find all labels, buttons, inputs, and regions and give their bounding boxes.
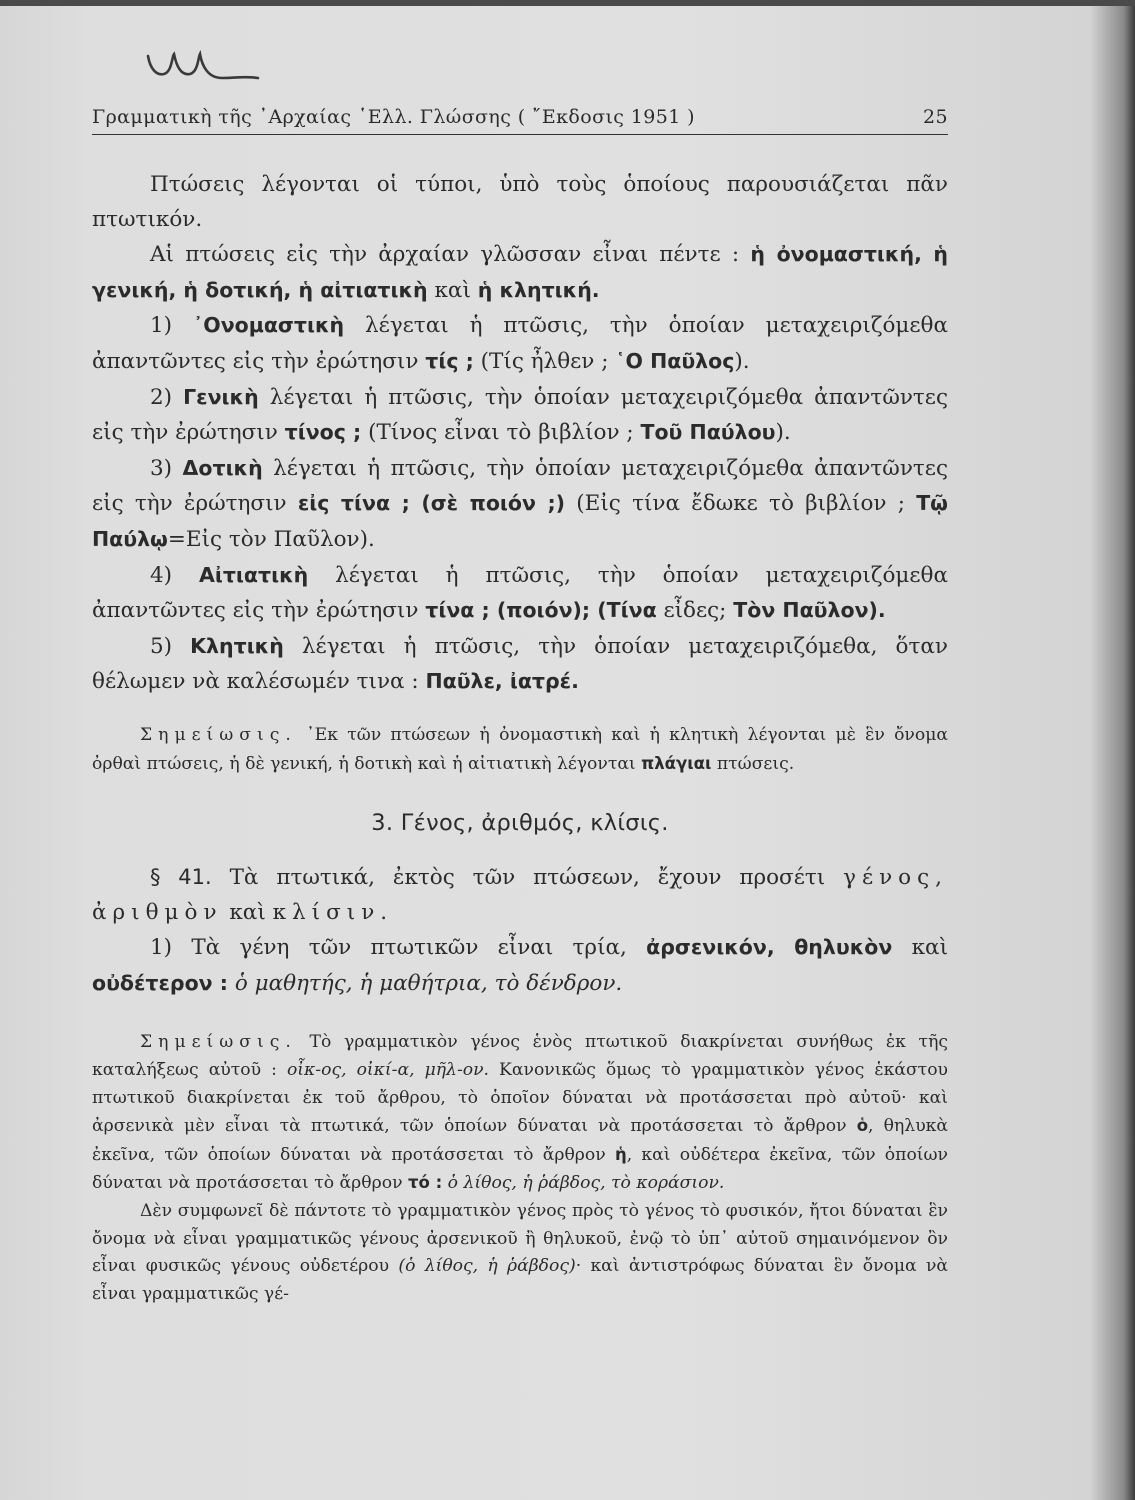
running-header xyxy=(92,104,948,135)
case-dative: 3) Δοτικὴ λέγεται ἡ πτῶσις, τὴν ὁποίαν μεταχειριζόμεθα ἀπαντῶντες εἰς τὴν ἐρώτησιν εἰς τίνα ; (σὲ ποιόν ;) (Εἰς τίνα ἔδωκε τὸ βιβλίον ; Τῷ Παύλῳ=Εἰς τὸν Παῦλον). xyxy=(92,455,949,552)
page-number: 25 xyxy=(923,106,948,128)
note-cases: Σημείωσις. ᾽Εκ τῶν πτώσεων ἡ ὀνομαστικὴ καὶ ἡ κλητικὴ λέγονται μὲ ἓν ὄνομα ὀρθαὶ πτώσεις, ἡ δὲ γενική, ἡ δοτικὴ καὶ ἡ αἰτιατικὴ λέγονται πλάγιαι πτώσεις. xyxy=(92,724,948,774)
paragraph: Πτώσεις λέγονται οἱ τύποι, ὑπὸ τοὺς ὁποίους παρουσιάζεται πᾶν πτωτικόν. xyxy=(92,172,948,232)
case-accusative: 4) Αἰτιατικὴ λέγεται ἡ πτῶσις, τὴν ὁποίαν μεταχειριζόμεθα ἀπαντῶντες εἰς τὴν ἐρώτησιν τίνα ; (ποιόν); (Τίνα εἶδες; Τὸν Παῦλον). xyxy=(92,562,948,624)
case-genitive: 2) Γενικὴ λέγεται ἡ πτῶσις, τὴν ὁποίαν μεταχειριζόμεθα ἀπαντῶντες εἰς τὴν ἐρώτησιν τίνος ; (Τίνος εἶναι τὸ βιβλίον ; Τοῦ Παύλου). xyxy=(92,384,948,446)
page-body xyxy=(92,168,948,1308)
page-edge xyxy=(0,0,1135,6)
genders-paragraph: 1) Τὰ γένη τῶν πτωτικῶν εἶναι τρία, ἀρσενικόν, θηλυκὸν καὶ οὐδέτερον : ὁ μαθητής, ἡ μαθήτρια, τὸ δένδρον. xyxy=(92,935,948,996)
section-heading: 3. Γένος, ἀριθμός, κλίσις. xyxy=(371,810,669,837)
case-vocative: 5) Κλητικὴ λέγεται ἡ πτῶσις, τὴν ὁποίαν μεταχειριζόμεθα, ὅταν θέλωμεν νὰ καλέσωμέν τινα : Παῦλε, ἰατρέ. xyxy=(92,633,948,695)
paragraph: Αἱ πτώσεις εἰς τὴν ἀρχαίαν γλῶσσαν εἶναι πέντε : ἡ ὀνομαστική, ἡ γενική, ἡ δοτική, ἡ αἰτιατικὴ καὶ ἡ κλητική. xyxy=(92,242,949,303)
note-gender: Σημείωσις. Τὸ γραμματικὸν γένος ἑνὸς πτωτικοῦ διακρίνεται συνήθως ἐκ τῆς καταλήξεως αὐτοῦ : οἶκ-ος, οἰκί-α, μῆλ-ον. Κανονικῶς ὅμως τὸ γραμματικὸν γένος ἑκάστου πτωτικοῦ διακρίνεται ἐκ τοῦ ἄρθρου, τὸ ὁποῖον δύναται νὰ προτάσσεται πρὸ αὐτοῦ· καὶ ἀρσενικὰ μὲν εἶναι τὰ πτωτικά, τῶν ὁποίων δύναται νὰ προτάσσεται τὸ ἄρθρον ὁ, θηλυκὰ ἐκεῖνα, τῶν ὁποίων δύναται νὰ προτάσσεται τὸ ἄρθρον ἡ, καὶ οὐδέτερα ἐκεῖνα, τῶν ὁποίων δύναται νὰ προτάσσεται τὸ ἄρθρον τό : ὁ λίθος, ἡ ῥάβδος, τὸ κοράσιον. xyxy=(92,1032,948,1194)
note-gender-continued: Δὲν συμφωνεῖ δὲ πάντοτε τὸ γραμματικὸν γένος πρὸς τὸ γένος τὸ φυσικόν, ἤτοι δύναται ἓν ὄνομα νὰ εἶναι γραμματικῶς γένους ἀρσενικοῦ ἢ θηλυκοῦ, ἐνῷ τὸ ὑπ᾽ αὐτοῦ σημαινόμενον ὂν εἶναι φυσικῶς γένους οὐδετέρου (ὁ λίθος, ἡ ῥάβδος)· καὶ ἀντιστρόφως δύναται ἓν ὄνομα νὰ εἶναι γραμματικῶς γέ- xyxy=(92,1201,949,1304)
handwritten-mark xyxy=(142,38,262,88)
case-nominative: 1) ᾽Ονομαστικὴ λέγεται ἡ πτῶσις, τὴν ὁποίαν μεταχειριζόμεθα ἀπαντῶντες εἰς τὴν ἐρώτησιν τίς ; (Τίς ἦλθεν ; ῾Ο Παῦλος). xyxy=(92,313,949,374)
paragraph-41: § 41. Τὰ πτωτικά, ἐκτὸς τῶν πτώσεων, ἔχουν προσέτι γένος, ἀριθμὸν καὶ κλίσιν. xyxy=(92,865,948,925)
header-title: Γραμματικὴ τῆς ᾽Αρχαίας ῾Ελλ. Γλώσσης ( ῎Εκδοσις 1951 ) xyxy=(92,106,695,128)
